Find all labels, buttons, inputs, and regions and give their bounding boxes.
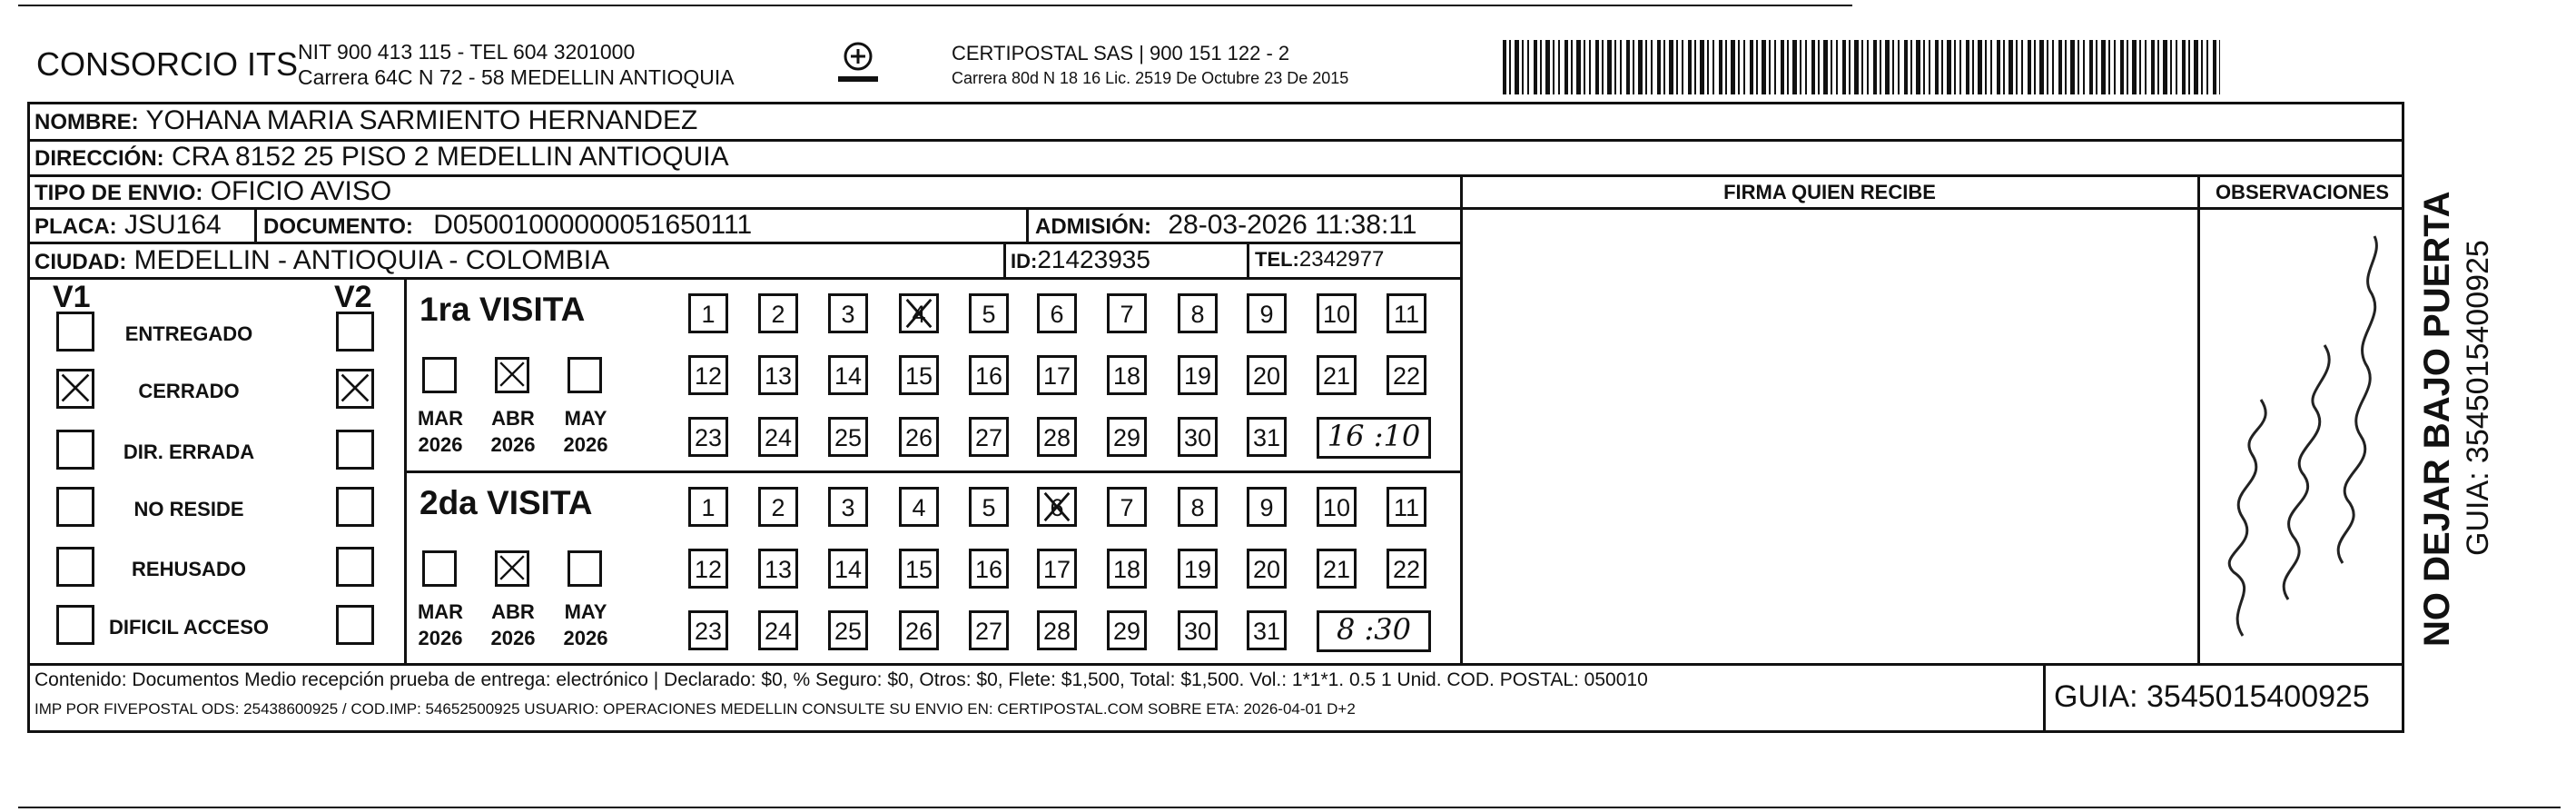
month-label: ABR (491, 600, 535, 623)
day-box[interactable]: 13 (758, 355, 798, 395)
name-label: NOMBRE: (35, 110, 139, 134)
id-value: 21423935 (1037, 245, 1150, 273)
day-box[interactable]: 1 (688, 293, 728, 333)
status-v2-checkbox[interactable] (336, 369, 374, 409)
day-box[interactable]: 8 (1178, 293, 1218, 333)
day-box-marked[interactable]: 4 (899, 293, 939, 333)
city-label: CIUDAD: (35, 250, 127, 274)
day-box[interactable]: 1 (688, 487, 728, 527)
rule (1026, 207, 1029, 242)
status-v1-checkbox[interactable] (56, 605, 94, 645)
side-vertical (2413, 102, 2513, 647)
x-mark (1040, 490, 1074, 524)
day-box[interactable]: 10 (1317, 293, 1357, 333)
day-box[interactable]: 17 (1037, 355, 1077, 395)
v1-label: V1 (53, 280, 91, 314)
day-box[interactable]: 31 (1247, 610, 1287, 650)
shipment-type-row (35, 176, 391, 207)
day-box[interactable]: 24 (758, 417, 798, 457)
day-box[interactable]: 21 (1317, 355, 1357, 395)
month-checkbox[interactable] (568, 550, 602, 587)
rule (27, 277, 1462, 280)
status-v1-checkbox[interactable] (56, 547, 94, 587)
rule (1003, 242, 1006, 277)
plate-label: PLACA: (35, 214, 117, 239)
x-mark (902, 296, 936, 331)
day-box[interactable]: 12 (688, 549, 728, 589)
day-box[interactable]: 14 (828, 355, 868, 395)
day-box[interactable]: 29 (1107, 417, 1147, 457)
status-v1-checkbox[interactable] (56, 487, 94, 527)
tel-label: TEL: (1255, 248, 1299, 271)
day-box[interactable]: 25 (828, 610, 868, 650)
company-nit: NIT 900 413 115 - TEL 604 3201000 (298, 40, 636, 64)
month-label: ABR (491, 407, 535, 430)
status-label: CERRADO (138, 380, 240, 402)
company-name: CONSORCIO ITS (36, 45, 299, 83)
admission-label: ADMISIÓN: (1035, 214, 1151, 239)
month-checkbox[interactable] (422, 550, 457, 587)
status-v2-checkbox[interactable] (336, 547, 374, 587)
day-box[interactable]: 10 (1317, 487, 1357, 527)
address-row (35, 142, 729, 173)
x-mark (59, 371, 92, 404)
rule (27, 663, 2404, 666)
tel-value: 2342977 (1298, 247, 1385, 272)
visit-title: 2da VISITA (419, 484, 593, 521)
shipment-type-value: OFICIO AVISO (210, 176, 392, 206)
x-mark (339, 371, 371, 404)
day-box[interactable]: 9 (1247, 293, 1287, 333)
status-v1-checkbox[interactable] (56, 312, 94, 352)
rule (2043, 666, 2046, 733)
day-box[interactable]: 30 (1178, 610, 1218, 650)
rule (2197, 174, 2200, 663)
status-label: ENTREGADO (124, 322, 253, 345)
rule (1460, 174, 1463, 663)
day-box[interactable]: 18 (1107, 355, 1147, 395)
month-label: MAR (417, 407, 464, 430)
day-box[interactable]: 28 (1037, 417, 1077, 457)
day-box[interactable]: 19 (1178, 549, 1218, 589)
year-label: 2026 (563, 627, 608, 649)
plate-value: JSU164 (124, 210, 222, 240)
visit-time: 16 :10 (1327, 419, 1421, 453)
day-box[interactable]: 15 (899, 549, 939, 589)
admission-value: 28-03-2026 11:38:11 (1168, 210, 1417, 240)
year-label: 2026 (563, 433, 608, 456)
status-v2-checkbox[interactable] (336, 430, 374, 470)
top-rule (18, 5, 1852, 6)
bottom-rule (18, 807, 2561, 808)
visit-title: 1ra VISITA (419, 291, 586, 328)
year-label: 2026 (418, 627, 463, 649)
month-label: MAR (417, 600, 464, 623)
admission-row (1035, 210, 1416, 241)
id-label: ID: (1011, 250, 1038, 272)
day-box[interactable]: 11 (1387, 293, 1426, 333)
day-box[interactable]: 30 (1178, 417, 1218, 457)
rule (254, 207, 257, 242)
month-label: MAY (564, 407, 607, 430)
document-value: D05001000000051650111 (433, 210, 753, 240)
day-box[interactable]: 18 (1107, 549, 1147, 589)
status-label: REHUSADO (132, 558, 246, 580)
document-row (263, 210, 752, 241)
day-box[interactable]: 16 (969, 355, 1009, 395)
day-box[interactable]: 4 (899, 487, 939, 527)
day-box[interactable]: 29 (1107, 610, 1147, 650)
status-label: DIR. ERRADA (123, 441, 255, 463)
day-box[interactable]: 22 (1387, 549, 1426, 589)
day-box[interactable]: 21 (1317, 549, 1357, 589)
city-value: MEDELLIN - ANTIOQUIA - COLOMBIA (133, 245, 610, 275)
document-label: DOCUMENTO: (263, 214, 413, 239)
day-box[interactable]: 26 (899, 417, 939, 457)
year-label: 2026 (490, 627, 536, 649)
day-box[interactable]: 2 (758, 293, 798, 333)
day-box[interactable]: 20 (1247, 549, 1287, 589)
name-value: YOHANA MARIA SARMIENTO HERNANDEZ (145, 105, 698, 135)
shipment-type-label: TIPO DE ENVIO: (35, 181, 203, 205)
day-box[interactable]: 5 (969, 293, 1009, 333)
month-checkbox[interactable] (495, 357, 529, 393)
day-box[interactable]: 24 (758, 610, 798, 650)
day-box[interactable]: 6 (1037, 293, 1077, 333)
id-row (1011, 245, 1150, 274)
company-address: Carrera 64C N 72 - 58 MEDELLIN ANTIOQUIA (298, 65, 735, 89)
day-box[interactable]: 14 (828, 549, 868, 589)
day-box[interactable]: 7 (1107, 293, 1147, 333)
day-box[interactable]: 8 (1178, 487, 1218, 527)
x-mark (498, 360, 527, 389)
month-checkbox[interactable] (495, 550, 529, 587)
status-v2-checkbox[interactable] (336, 312, 374, 352)
day-box[interactable]: 27 (969, 417, 1009, 457)
day-box[interactable]: 20 (1247, 355, 1287, 395)
observations-header: OBSERVACIONES (2215, 181, 2390, 203)
month-checkbox[interactable] (568, 357, 602, 393)
address-label: DIRECCIÓN: (35, 146, 164, 171)
barcode (1503, 40, 2220, 94)
day-box[interactable]: 23 (688, 610, 728, 650)
day-box[interactable]: 25 (828, 417, 868, 457)
status-v1-checkbox[interactable] (56, 430, 94, 470)
recipient-signature (2206, 218, 2397, 654)
day-box[interactable]: 7 (1107, 487, 1147, 527)
day-box[interactable]: 3 (828, 487, 868, 527)
day-box[interactable]: 27 (969, 610, 1009, 650)
signature-header: FIRMA QUIEN RECIBE (1723, 181, 1936, 203)
rule (404, 470, 1462, 473)
day-box[interactable]: 13 (758, 549, 798, 589)
day-box[interactable]: 23 (688, 417, 728, 457)
day-box[interactable]: 22 (1387, 355, 1426, 395)
certipostal-logo (831, 38, 885, 93)
status-label: NO RESIDE (133, 498, 244, 520)
year-label: 2026 (418, 433, 463, 456)
day-box[interactable]: 26 (899, 610, 939, 650)
day-box[interactable]: 9 (1247, 487, 1287, 527)
rule (1247, 242, 1249, 277)
day-box[interactable]: 15 (899, 355, 939, 395)
courier-license: Carrera 80d N 18 16 Lic. 2519 De Octubre 23 De 2015 (952, 69, 1349, 87)
day-box[interactable]: 31 (1247, 417, 1287, 457)
footer-guia: GUIA: 3545015400925 (2054, 679, 2370, 714)
x-mark (498, 553, 527, 582)
address-value: CRA 8152 25 PISO 2 MEDELLIN ANTIOQUIA (172, 142, 729, 172)
day-box[interactable]: 2 (758, 487, 798, 527)
day-box[interactable]: 3 (828, 293, 868, 333)
day-box[interactable]: 28 (1037, 610, 1077, 650)
day-box[interactable]: 16 (969, 549, 1009, 589)
day-box[interactable]: 19 (1178, 355, 1218, 395)
courier-name: CERTIPOSTAL SAS | 900 151 122 - 2 (952, 42, 1290, 64)
day-box[interactable]: 17 (1037, 549, 1077, 589)
day-box[interactable]: 11 (1387, 487, 1426, 527)
day-box[interactable]: 5 (969, 487, 1009, 527)
year-label: 2026 (490, 433, 536, 456)
footer-content: Contenido: Documentos Medio recepción prueba de entrega: electrónico | Declarado: $0, % Seguro: $0, Otros: $0, Flete: $1,500, Total: $1,500. Vol.: 1*1*1. 0.5 1 Unid. COD. POSTAL: 050010 (35, 669, 1648, 690)
plate-row (35, 210, 222, 241)
city-row (35, 245, 609, 276)
visit-time: 8 :30 (1336, 612, 1412, 647)
day-box[interactable]: 12 (688, 355, 728, 395)
day-box-marked[interactable]: 6 (1037, 487, 1077, 527)
footer-imp: IMP POR FIVEPOSTAL ODS: 25438600925 / COD.IMP: 54652500925 USUARIO: OPERACIONES MEDELLIN CONSULTE SU ENVIO EN: CERTIPOSTAL.COM SOBRE ETA: 2026-04-01 D+2 (35, 700, 1356, 718)
month-checkbox[interactable] (422, 357, 457, 393)
v2-label: V2 (334, 280, 372, 314)
month-label: MAY (564, 600, 607, 623)
side-guia: GUIA: 3545015400925 (2461, 240, 2495, 556)
side-warning: NO DEJAR BAJO PUERTA (2417, 191, 2457, 647)
status-v2-checkbox[interactable] (336, 487, 374, 527)
name-row (35, 105, 697, 136)
status-label: DIFICIL ACCESO (108, 616, 269, 639)
status-v2-checkbox[interactable] (336, 605, 374, 645)
status-v1-checkbox[interactable] (56, 369, 94, 409)
tel-row (1255, 247, 1384, 272)
